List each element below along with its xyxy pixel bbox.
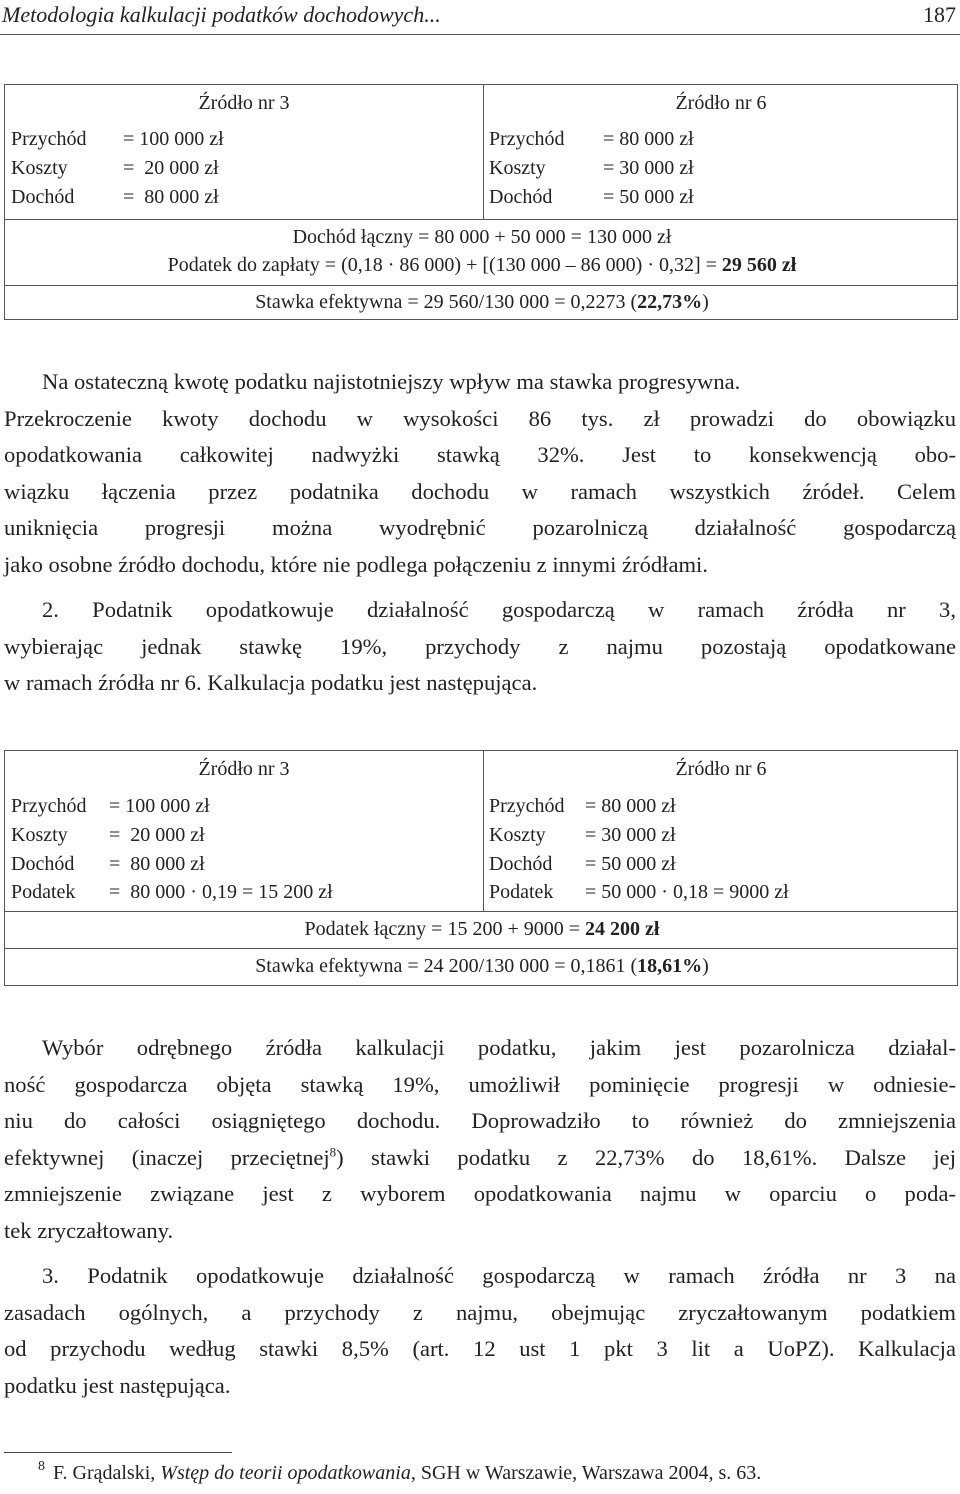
running-title: Metodologia kalkulacji podatków dochodowych... xyxy=(2,2,441,27)
page-number: 187 xyxy=(923,2,956,27)
footnote-book-title: Wstęp do teorii opodatkowania xyxy=(160,1462,411,1484)
source-3-label-costs: Koszty xyxy=(11,824,68,846)
source-6-value-costs: = 30 000 zł xyxy=(603,157,694,179)
source-3-value-profit: = 80 000 zł xyxy=(123,186,219,208)
paragraph-4: 3. Podatnik opodatkowuje działalność gospodarczą w ramach źródła nr 3 na zasadach ogólnych, a przychody z najmu, obejmując zryczałtowanym podatkiem od przychodu według stawki 8,5% (art. 12 ust 1 pkt 3 lit a UoPZ). Kalkulacja podatku jest następująca. xyxy=(4,1263,956,1398)
source-6-label-profit: Dochód xyxy=(489,186,553,208)
paragraph-1: Na ostateczną kwotę podatku najistotniejszy wpływ ma stawka progresywna. Przekroczenie kwoty dochodu w wysokości 86 tys. zł prowadzi do obowiązku opodatkowania całkowitej nadwyżki stawką 32%. Jest to konsekwencją obo- wiązku łączenia przez podatnika dochodu w ramach wszystkich źródeł. Celem uniknięcia progresji można wyodrębnić pozarolniczą działalność gospodarczą jako osobne źródło dochodu, które nie podlega połączeniu z innymi źródłami. xyxy=(4,369,956,577)
source-6-value-profit: = 50 000 zł xyxy=(585,853,676,875)
source-6-label-profit: Dochód xyxy=(489,853,553,875)
source-6-value-income: = 80 000 zł xyxy=(603,128,694,150)
calc-table-1 xyxy=(4,84,958,320)
source-6-label-tax: Podatek xyxy=(489,881,554,903)
footnote-ref: 8 xyxy=(329,1143,337,1159)
source-6-label-income: Przychód xyxy=(489,795,565,817)
running-header xyxy=(0,0,960,35)
source-6-heading: Źródło nr 6 xyxy=(675,758,767,780)
source-6-label-income: Przychód xyxy=(489,128,565,150)
effective-rate: Stawka efektywna = 24 200/130 000 = 0,1861 (18,61%) xyxy=(255,955,709,977)
footnote-rule xyxy=(4,1452,232,1453)
source-6-heading: Źródło nr 6 xyxy=(675,92,767,114)
paragraph-3: Wybór odrębnego źródła kalkulacji podatku, jakim jest pozarolnicza działal- ność gospodarcza objęta stawką 19%, umożliwił pominięcie progresji w odniesie- niu do całości osiągniętego dochodu. Doprowadziło to również do zmniejszenia efektywnej (inaczej przeciętnej$^8$) stawki podatku z 22,73% do 18,61%. Dalsze jej zmniejszenie związane jest z wyborem opodatkowania najmu w oparciu o poda- tek zryczałtowany. xyxy=(4,1035,956,1243)
source-3-label-tax: Podatek xyxy=(11,881,76,903)
source-3-label-income: Przychód xyxy=(11,128,87,150)
source-6-value-costs: = 30 000 zł xyxy=(585,824,676,846)
source-3-label-profit: Dochód xyxy=(11,186,75,208)
source-3-value-costs: = 20 000 zł xyxy=(109,824,205,846)
effective-rate: Stawka efektywna = 29 560/130 000 = 0,2273 (22,73%) xyxy=(255,291,709,313)
source-3-value-income: = 100 000 zł xyxy=(109,795,210,817)
paragraph-2: 2. Podatnik opodatkowuje działalność gospodarczą w ramach źródła nr 3, wybierając jednak stawkę 19%, przychody z najmu pozostają opodatkowane w ramach źródła nr 6. Kalkulacja podatku jest następująca. xyxy=(4,597,956,695)
source-3-heading: Źródło nr 3 xyxy=(198,758,290,780)
source-3-label-income: Przychód xyxy=(11,795,87,817)
calc-table-2 xyxy=(4,750,958,986)
source-3-label-profit: Dochód xyxy=(11,853,75,875)
total-income: Dochód łączny = 80 000 + 50 000 = 130 000 zł xyxy=(292,226,672,248)
tax-due: Podatek do zapłaty = (0,18 · 86 000) + [(130 000 – 86 000) · 0,32] = 29 560 zł xyxy=(167,254,797,276)
source-6-label-costs: Koszty xyxy=(489,824,546,846)
source-3-heading: Źródło nr 3 xyxy=(198,92,290,114)
source-3-value-income: = 100 000 zł xyxy=(123,128,224,150)
total-tax: Podatek łączny = 15 200 + 9000 = 24 200 zł xyxy=(304,918,660,940)
source-6-value-tax: = 50 000 · 0,18 = 9000 zł xyxy=(585,881,789,903)
source-6-label-costs: Koszty xyxy=(489,157,546,179)
footnote-number: 8 xyxy=(38,1459,45,1474)
footnote: $^8$ F. Grądalski, Wstęp do teorii opodatkowania, SGH w Warszawie, Warszawa 2004, s. 63. xyxy=(38,1459,762,1484)
source-3-value-tax: = 80 000 · 0,19 = 15 200 zł xyxy=(109,881,333,903)
source-6-value-income: = 80 000 zł xyxy=(585,795,676,817)
source-3-value-profit: = 80 000 zł xyxy=(109,853,205,875)
source-3-value-costs: = 20 000 zł xyxy=(123,157,219,179)
source-3-label-costs: Koszty xyxy=(11,157,68,179)
source-6-value-profit: = 50 000 zł xyxy=(603,186,694,208)
